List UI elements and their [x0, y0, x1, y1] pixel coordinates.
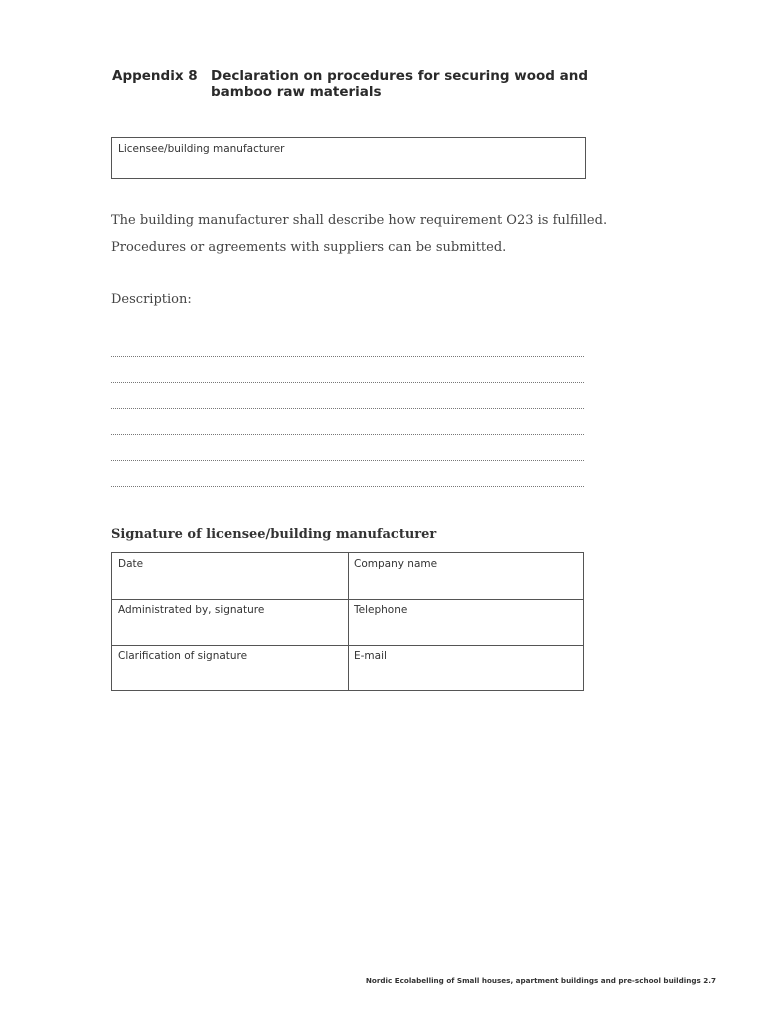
company-name-field[interactable]	[348, 553, 585, 599]
administrated-by-field[interactable]	[112, 599, 348, 645]
administrated-by-label: Administrated by, signature	[118, 604, 265, 616]
email-field[interactable]	[348, 645, 585, 692]
email-label: E-mail	[354, 650, 387, 662]
description-line[interactable]	[111, 408, 584, 409]
signature-section-title: Signature of licensee/building manufacturer	[111, 527, 437, 542]
licensee-field[interactable]	[111, 137, 586, 179]
description-label: Description:	[111, 292, 192, 307]
instruction-line-1: The building manufacturer shall describe how requirement O23 is fulfilled.	[111, 213, 608, 228]
instruction-line-2: Procedures or agreements with suppliers can be submitted.	[111, 240, 507, 255]
description-line[interactable]	[111, 434, 584, 435]
description-line[interactable]	[111, 382, 584, 383]
company-name-label: Company name	[354, 558, 438, 570]
page-footer: Nordic Ecolabelling of Small houses, apartment buildings and pre-school buildings 2.7	[365, 976, 716, 985]
description-line[interactable]	[111, 460, 584, 461]
description-line[interactable]	[111, 356, 584, 357]
appendix-number: Appendix 8	[112, 68, 198, 84]
signature-table	[111, 552, 584, 691]
telephone-field[interactable]	[348, 599, 585, 645]
appendix-title: Declaration on procedures for securing wood and bamboo raw materials	[211, 68, 589, 100]
licensee-field-label: Licensee/building manufacturer	[118, 143, 285, 155]
date-label: Date	[118, 558, 144, 570]
date-field[interactable]	[112, 553, 348, 599]
description-line[interactable]	[111, 486, 584, 487]
telephone-label: Telephone	[354, 604, 408, 616]
clarification-label: Clarification of signature	[118, 650, 248, 662]
clarification-field[interactable]	[112, 645, 348, 692]
